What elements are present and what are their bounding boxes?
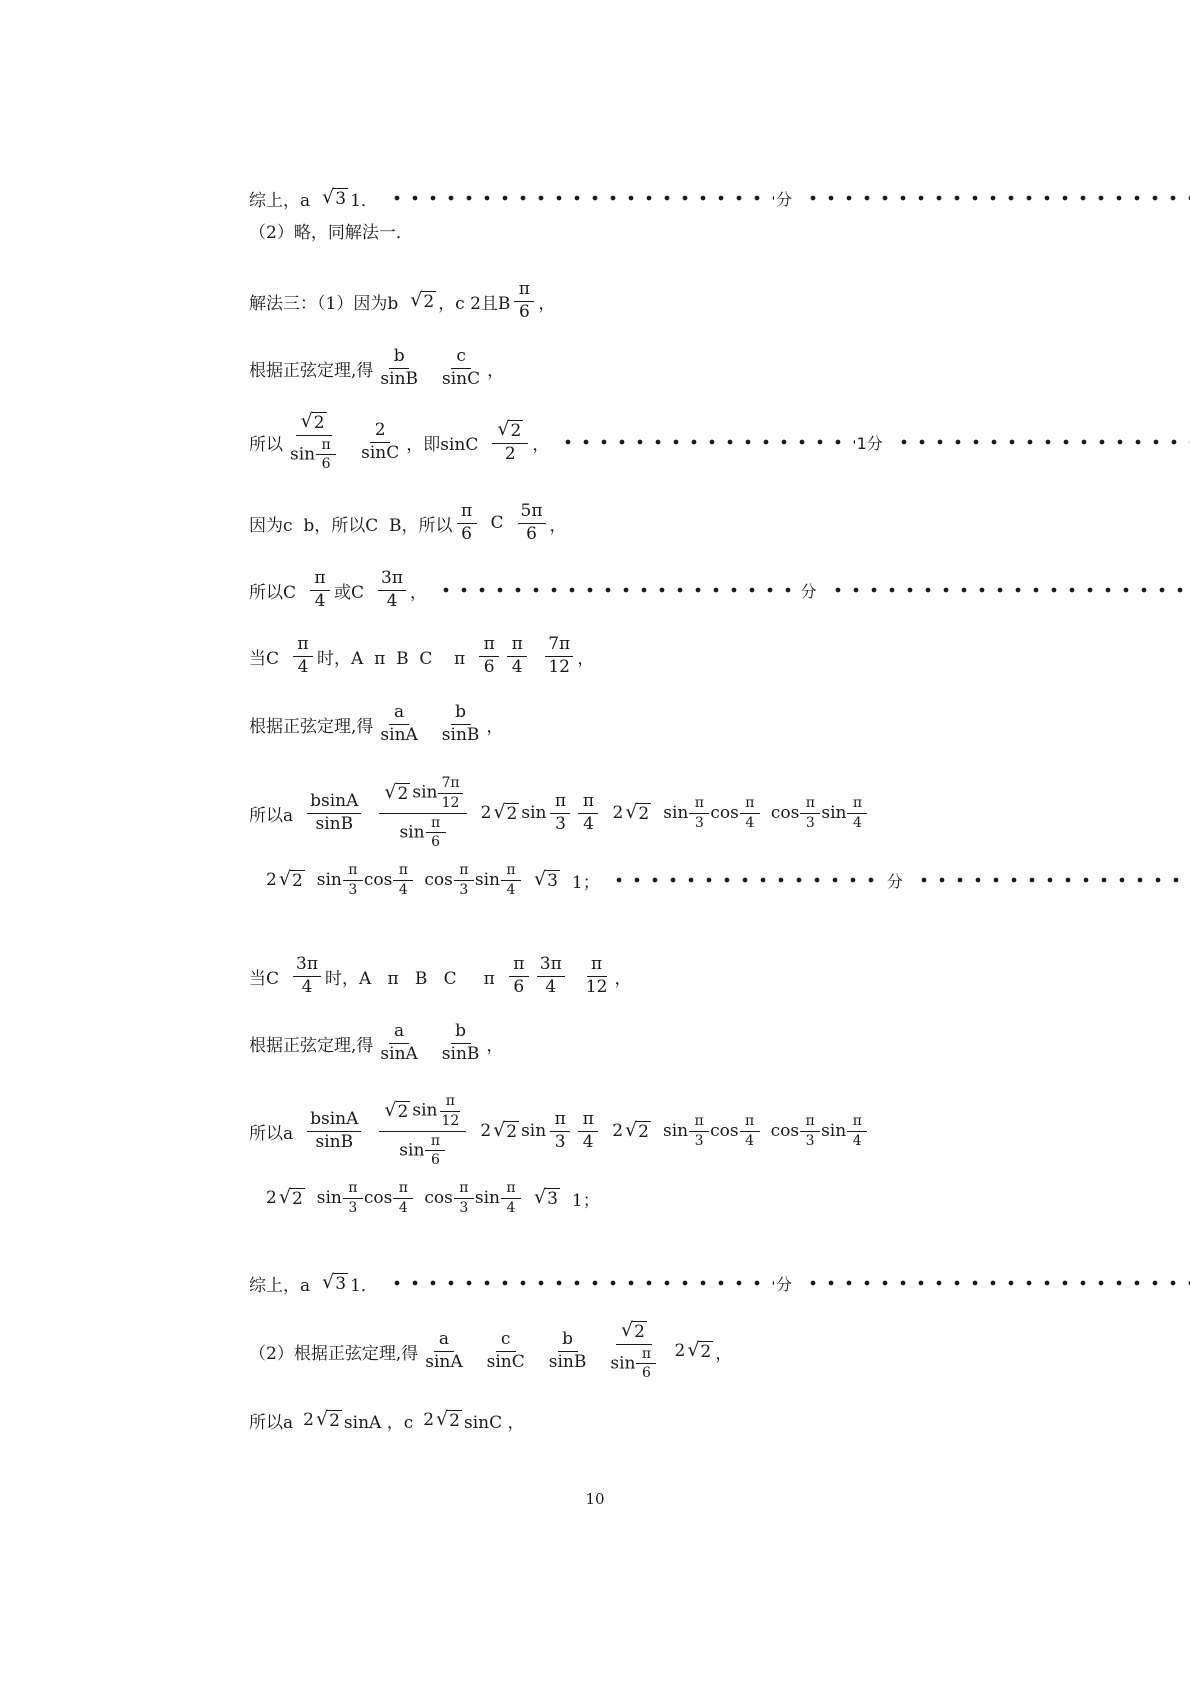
dot-leader [437,587,798,593]
text: 2 [266,1188,277,1208]
fraction: $\frac{2}{\sin C}$ [361,419,400,463]
text: 2 [423,1410,435,1430]
line-method3 [249,273,1190,329]
sqrt: √ 3 [533,1185,558,1209]
text: ， [549,515,567,536]
text: 当C [249,648,280,669]
text: 根据正弦定理,得 [249,360,374,381]
dot-leader [829,587,1190,593]
text: 或C [334,582,365,603]
text: 所以 [249,434,283,455]
line-case-3pi4 [249,948,1190,1004]
line-sinC [249,407,1190,477]
text: ，即sinC [406,434,479,455]
fraction: $\frac{b}{\sin B}$ [548,1328,587,1372]
text: 综上，a [249,190,311,211]
text: 所以a [249,1123,294,1144]
line-a-c-expressions [249,1392,1190,1448]
text: ， [410,582,428,603]
fraction: $\frac{3\pi}{4}$ [293,956,321,997]
text: ， [532,434,550,455]
text: 所以a [249,1412,294,1433]
fraction: √ 2 sin $\frac{7\pi}{12}$ sin $\frac{\pi}{6}$ [379,776,466,850]
sqrt: √ 2 [436,1407,460,1431]
text: 1； [571,1190,600,1211]
text: 2 [303,1410,314,1430]
line-a-result-2: 2 √ 2 sin $\frac{\pi}{3}$ cos $\frac{\pi}{4}$ cos $\frac{\pi}{3}$ sin $\frac{\pi}{4}$ √ 3 1； [266,1179,600,1216]
dot-leader [388,195,774,201]
line-case-pi4 [249,628,1190,684]
fraction: $\frac{\pi}{4}$ [578,1111,598,1152]
text: 1． [350,190,378,211]
sqrt: √ 2 [493,800,518,824]
fraction: $\frac{\pi}{6}$ [509,956,529,997]
fraction: $\frac{\pi}{4}$ [293,636,313,677]
fraction: $\frac{\pi}{4}$ [578,793,598,834]
sqrt: √ 2 [687,1338,712,1362]
text: 2 [612,803,624,823]
fraction: $\frac{\pi}{3}$ [550,1111,570,1152]
fraction: $\frac{a}{\sin A}$ [380,1020,418,1064]
text: （2）略，同解法一． [249,222,413,243]
dot-leader [388,1280,774,1286]
line-a-calc-1: 所以a $\frac{bsinA}{\sin B}$ √ 2 sin $\frac{7\pi}{12}$ sin $\frac{\pi}{6}$ 2 √ 2 sin $\frac{\pi}{3}$ $\frac{\pi}{4}$ 2 √ 2 sin $\frac{\pi}{3}$ cos $\frac{\pi}{4}$ cos $\frac{\pi}{3}$ sin $\frac{\pi}{4}$ [249,768,1190,858]
page-number: 10 [585,1490,605,1508]
dot-leader [915,877,1190,883]
sqrt: √ 3 [322,185,347,209]
line-sine-law-3 [249,1015,1190,1071]
text: C [490,513,504,533]
text: 2 [266,870,277,890]
text: ， [614,968,632,989]
text: 时，A π B C π [317,648,466,669]
fraction: $\frac{bsinA}{\sin B}$ [307,793,361,834]
sqrt: √ 3 [533,867,558,891]
text: ，c 2且B [438,293,511,314]
fraction: $\frac{\pi}{6}$ [479,636,499,677]
dot-leader [610,877,885,883]
sqrt: √ 2 [278,867,303,891]
line-C-values [249,562,1190,618]
fraction: $\frac{\pi}{4}$ [310,570,330,611]
sqrt: √ 3 [322,1270,347,1294]
text: （2）根据正弦定理,得 [249,1343,419,1364]
sqrt: √ 2 [493,1118,518,1142]
text: sinC ， [463,1412,525,1433]
text: 当C [249,968,280,989]
text: 根据正弦定理,得 [249,1035,374,1056]
text: 解法三：（1）因为b [249,293,399,314]
text: ， [577,648,595,669]
fraction: $\frac{c}{\sin C}$ [486,1328,525,1372]
line-conclusion-2 [249,1255,1190,1311]
fraction: $\frac{b}{\sin B}$ [441,701,480,745]
fraction: $\frac{\pi}{6}$ [457,503,477,544]
score-label: 分 [885,869,905,892]
text: ， [715,1343,733,1364]
text: 因为c b，所以C B，所以 [249,515,453,536]
line-a-calc-2: 所以a $\frac{bsinA}{\sin B}$ √ 2 sin $\frac{\pi}{12}$ sin $\frac{\pi}{6}$ 2 √ 2 sin $\frac{\pi}{3}$ $\frac{\pi}{4}$ 2 √ 2 sin $\frac{\pi}{3}$ cos $\frac{\pi}{4}$ cos $\frac{\pi}{3}$ sin $\frac{\pi}{4}$ [249,1086,1190,1176]
fraction: $\frac{b}{\sin B}$ [380,345,419,389]
score-label: 分 [774,1272,794,1295]
dot-leader [559,439,854,445]
text: 综上，a [249,1275,311,1296]
sqrt: √ 2 [278,1185,303,1209]
fraction: √ 2 sin $\frac{\pi}{12}$ sin $\frac{\pi}{6}$ [379,1094,466,1168]
text: ， [538,293,556,314]
text: 时，A π B C π [325,968,495,989]
line-part2-sine-law [249,1316,1190,1386]
text: sinA ，c [343,1412,414,1433]
score-label: 分 [799,579,819,602]
text: 1； [571,872,600,893]
line-sine-law-1 [249,340,1190,396]
fraction: $\frac{c}{\sin C}$ [442,345,481,389]
line-a-result-1: 2 √ 2 sin $\frac{\pi}{3}$ cos $\frac{\pi}{4}$ cos $\frac{\pi}{3}$ sin $\frac{\pi}{4}$ √ 3 1； 分 [266,852,1190,908]
text: 2 [612,1121,624,1141]
fraction: $\frac{3\pi}{4}$ [378,570,406,611]
fraction: √ 2 2 [492,420,528,464]
fraction: $\frac{bsinA}{\sin B}$ [307,1111,361,1152]
dot-leader [804,1280,1190,1286]
fraction: √ 2 sin $\frac{\pi}{6}$ [607,1321,660,1381]
sqrt: √ 2 [315,1407,340,1431]
fraction: $\frac{5\pi}{6}$ [518,503,546,544]
fraction: $\frac{7\pi}{12}$ [545,636,573,677]
line-sine-law-2 [249,696,1190,752]
line-part2-same [249,202,1190,258]
text: 根据正弦定理,得 [249,716,374,737]
text: 1． [350,1275,378,1296]
sqrt: √ 2 [625,1118,649,1142]
text: 2 [480,1121,492,1141]
fraction: √ 2 sin $\frac{\pi}{6}$ [287,412,340,472]
sqrt: √ 2 [625,800,650,824]
fraction: $\frac{a}{\sin A}$ [380,701,418,745]
fraction: $\frac{b}{\sin B}$ [441,1020,480,1064]
dot-leader [895,439,1190,445]
dot-leader [804,195,1190,201]
fraction: $\frac{\pi}{12}$ [585,953,608,997]
sqrt: √ 2 [410,288,435,312]
score-label: 分 [774,187,794,210]
text: ， [487,360,505,381]
fraction: $\frac{3\pi}{4}$ [537,956,565,997]
fraction: $\frac{a}{\sin A}$ [425,1328,463,1372]
text: ， [486,716,504,737]
line-c-gt-b [249,495,1190,551]
text: 所以a [249,805,294,826]
text: 2 [674,1341,686,1361]
text: 2 [480,803,492,823]
score-label: 1分 [855,431,885,454]
fraction: $\frac{\pi}{3}$ [550,793,570,834]
text: ， [486,1035,504,1056]
text: 所以C [249,582,297,603]
fraction: $\frac{\pi}{6}$ [514,281,534,322]
fraction: $\frac{\pi}{4}$ [507,636,527,677]
